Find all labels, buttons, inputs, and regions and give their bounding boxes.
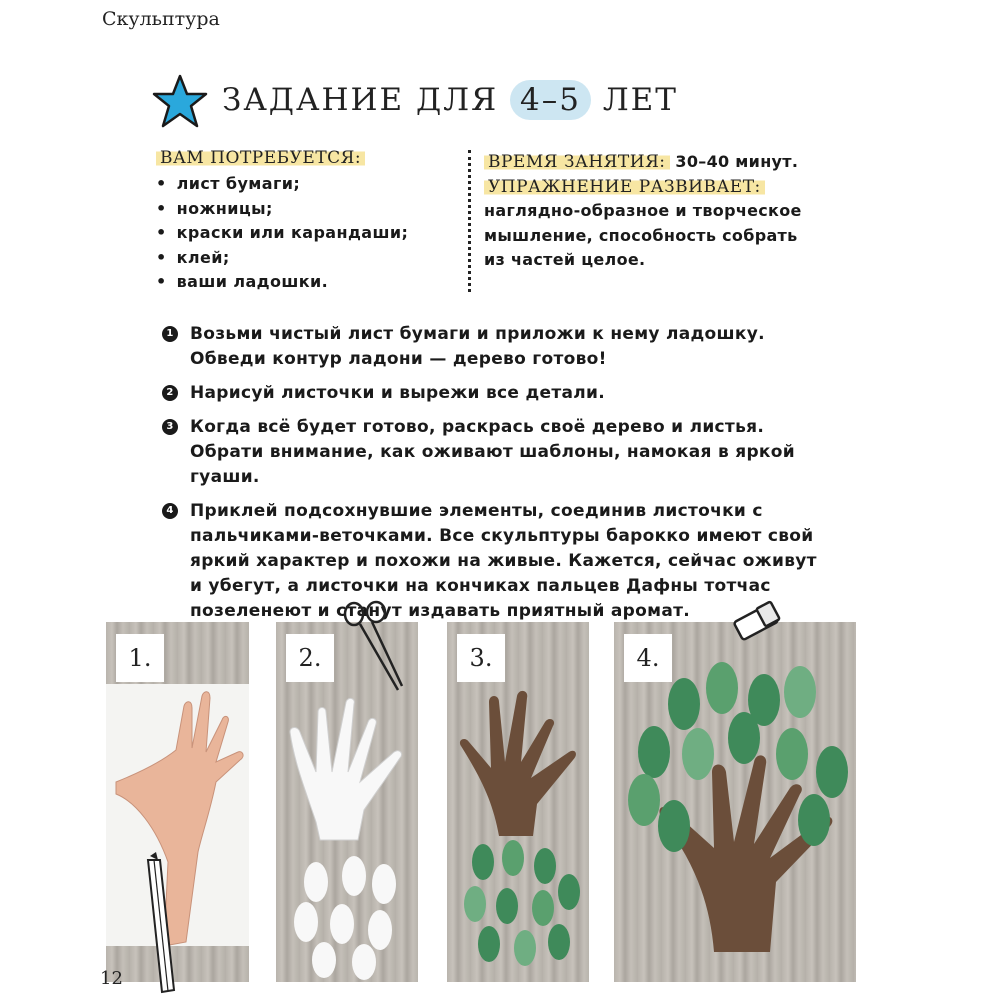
meta-block bbox=[484, 150, 824, 273]
photo-step-4 bbox=[614, 622, 856, 982]
time-label: ВРЕМЯ ЗАНЯТИЯ: bbox=[484, 152, 670, 172]
list-item: • краски или карандаши; bbox=[156, 221, 446, 246]
heading-prefix: ЗАДАНИЕ ДЛЯ bbox=[222, 82, 499, 118]
step-number: 2 bbox=[162, 385, 178, 401]
age-badge: 4–5 bbox=[510, 80, 591, 120]
step-number: 3 bbox=[162, 419, 178, 435]
develops-label: УПРАЖНЕНИЕ РАЗВИВАЕТ: bbox=[484, 177, 765, 197]
section-title: Скульптура bbox=[102, 8, 220, 30]
step-item bbox=[162, 499, 822, 624]
list-item: • ножницы; bbox=[156, 197, 446, 222]
step-item bbox=[162, 415, 822, 490]
step-text: Возьми чистый лист бумаги и приложи к нему ладошку. Обведи контур ладони — дерево готово! bbox=[190, 324, 765, 369]
star-icon bbox=[150, 72, 210, 132]
requirements-title: ВАМ ПОТРЕБУЕТСЯ: bbox=[156, 148, 365, 168]
list-item: • клей; bbox=[156, 246, 446, 271]
step-item bbox=[162, 322, 822, 372]
develops-value: наглядно-образное и творческое мышление, способность собрать из частей целое. bbox=[484, 201, 802, 269]
photo-label: 2. bbox=[286, 634, 334, 682]
heading-suffix: ЛЕТ bbox=[602, 82, 678, 118]
scissors-icon bbox=[340, 600, 412, 696]
page-number: 12 bbox=[100, 968, 123, 989]
task-heading bbox=[222, 82, 678, 118]
requirements-block bbox=[156, 148, 446, 295]
step-item bbox=[162, 381, 822, 406]
step-number: 1 bbox=[162, 326, 178, 342]
glue-stick-icon bbox=[730, 600, 784, 644]
develops-line bbox=[484, 175, 824, 273]
photo-label: 4. bbox=[624, 634, 672, 682]
photo-step-3 bbox=[447, 622, 589, 982]
photo-label: 3. bbox=[457, 634, 505, 682]
time-line bbox=[484, 150, 824, 175]
step-text: Нарисуй листочки и вырежи все детали. bbox=[190, 383, 605, 403]
step-text: Приклей подсохнувшие элементы, соединив листочки с пальчиками-веточками. Все скульптуры барокко имеют свой яркий характер и похожи на живые. Кажется, сейчас оживут и убегут, а листочки на кончиках пальцев Дафны тотчас позеленеют и станут издавать приятный аромат. bbox=[190, 501, 817, 621]
steps-list bbox=[162, 322, 822, 633]
dotted-divider bbox=[468, 150, 471, 292]
step-text: Когда всё будет готово, раскрась своё дерево и листья. Обрати внимание, как оживают шаблоны, намокая в яркой гуаши. bbox=[190, 417, 795, 487]
pencil-icon bbox=[140, 850, 180, 1000]
time-value: 30–40 минут. bbox=[675, 152, 799, 171]
photo-label: 1. bbox=[116, 634, 164, 682]
step-number: 4 bbox=[162, 503, 178, 519]
list-item: • лист бумаги; bbox=[156, 172, 446, 197]
list-item: • ваши ладошки. bbox=[156, 270, 446, 295]
requirements-list bbox=[156, 172, 446, 295]
